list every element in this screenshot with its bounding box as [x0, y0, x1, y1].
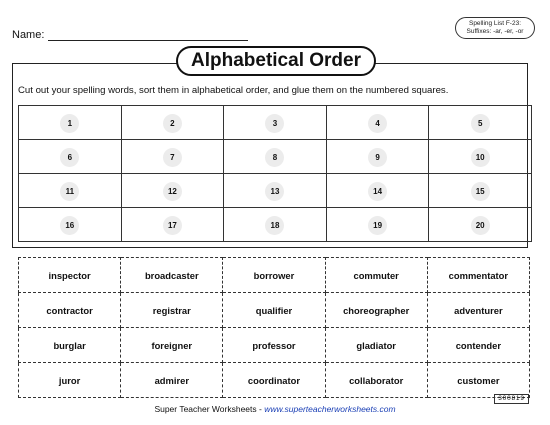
word-card: coordinator — [223, 363, 325, 398]
word-card: choreographer — [325, 293, 427, 328]
square-number: 8 — [265, 148, 284, 167]
word-card: gladiator — [325, 328, 427, 363]
word-card: professor — [223, 328, 325, 363]
name-label: Name: — [12, 29, 45, 41]
footer — [0, 404, 550, 414]
word-card: borrower — [223, 258, 325, 293]
word-card: contractor — [19, 293, 121, 328]
spelling-list-tag — [455, 17, 535, 39]
word-cutout-grid — [18, 257, 530, 398]
square-number: 3 — [265, 114, 284, 133]
square-number: 5 — [471, 114, 490, 133]
square-number: 13 — [265, 182, 284, 201]
word-card: juror — [19, 363, 121, 398]
numbered-square — [326, 106, 429, 140]
square-number: 19 — [368, 216, 387, 235]
word-card: burglar — [19, 328, 121, 363]
square-number: 1 — [60, 114, 79, 133]
word-row — [19, 258, 530, 293]
word-card: contender — [427, 328, 529, 363]
numbered-square — [19, 174, 122, 208]
square-number: 14 — [368, 182, 387, 201]
grid-row — [19, 174, 532, 208]
square-number: 17 — [163, 216, 182, 235]
word-card: qualifier — [223, 293, 325, 328]
square-number: 15 — [471, 182, 490, 201]
grid-row — [19, 208, 532, 242]
numbered-squares-grid — [18, 105, 532, 242]
numbered-square — [224, 208, 327, 242]
square-number: 4 — [368, 114, 387, 133]
numbered-square — [429, 208, 532, 242]
square-number: 18 — [265, 216, 284, 235]
word-card: adventurer — [427, 293, 529, 328]
name-line — [48, 40, 248, 41]
word-card: customer — [427, 363, 529, 398]
numbered-square — [326, 208, 429, 242]
word-card: admirer — [121, 363, 223, 398]
footer-site-name: Super Teacher Worksheets — [154, 404, 257, 414]
numbered-square — [121, 106, 224, 140]
word-row — [19, 328, 530, 363]
numbered-square — [429, 140, 532, 174]
square-number: 10 — [471, 148, 490, 167]
numbered-square — [19, 140, 122, 174]
word-card: commuter — [325, 258, 427, 293]
word-row — [19, 363, 530, 398]
word-card: broadcaster — [121, 258, 223, 293]
square-number: 9 — [368, 148, 387, 167]
square-number: 2 — [163, 114, 182, 133]
numbered-square — [224, 106, 327, 140]
numbered-square — [121, 140, 224, 174]
word-card: foreigner — [121, 328, 223, 363]
numbered-square — [121, 208, 224, 242]
square-number: 20 — [471, 216, 490, 235]
page-title: Alphabetical Order — [176, 46, 376, 76]
numbered-square — [326, 140, 429, 174]
numbered-square — [121, 174, 224, 208]
word-card: commentator — [427, 258, 529, 293]
word-card: inspector — [19, 258, 121, 293]
suffixes-label: Suffixes: -ar, -er, -or — [466, 28, 524, 35]
numbered-square — [429, 174, 532, 208]
square-number: 6 — [60, 148, 79, 167]
footer-separator: - — [256, 404, 265, 414]
grid-row — [19, 106, 532, 140]
word-card: registrar — [121, 293, 223, 328]
numbered-square — [19, 106, 122, 140]
numbered-square — [224, 140, 327, 174]
square-number: 12 — [163, 182, 182, 201]
instructions-text: Cut out your spelling words, sort them in alphabetical order, and glue them on the numbered squares. — [18, 85, 449, 96]
footer-url-link[interactable]: www.superteacherworksheets.com — [264, 404, 396, 414]
spelling-list-label: Spelling List F-23: — [468, 20, 522, 27]
square-number: 16 — [60, 216, 79, 235]
numbered-square — [19, 208, 122, 242]
numbered-square — [224, 174, 327, 208]
numbered-square — [429, 106, 532, 140]
worksheet-code: 300819 — [494, 394, 529, 404]
word-row — [19, 293, 530, 328]
numbered-square — [326, 174, 429, 208]
word-card: collaborator — [325, 363, 427, 398]
square-number: 11 — [60, 182, 79, 201]
square-number: 7 — [163, 148, 182, 167]
grid-row — [19, 140, 532, 174]
